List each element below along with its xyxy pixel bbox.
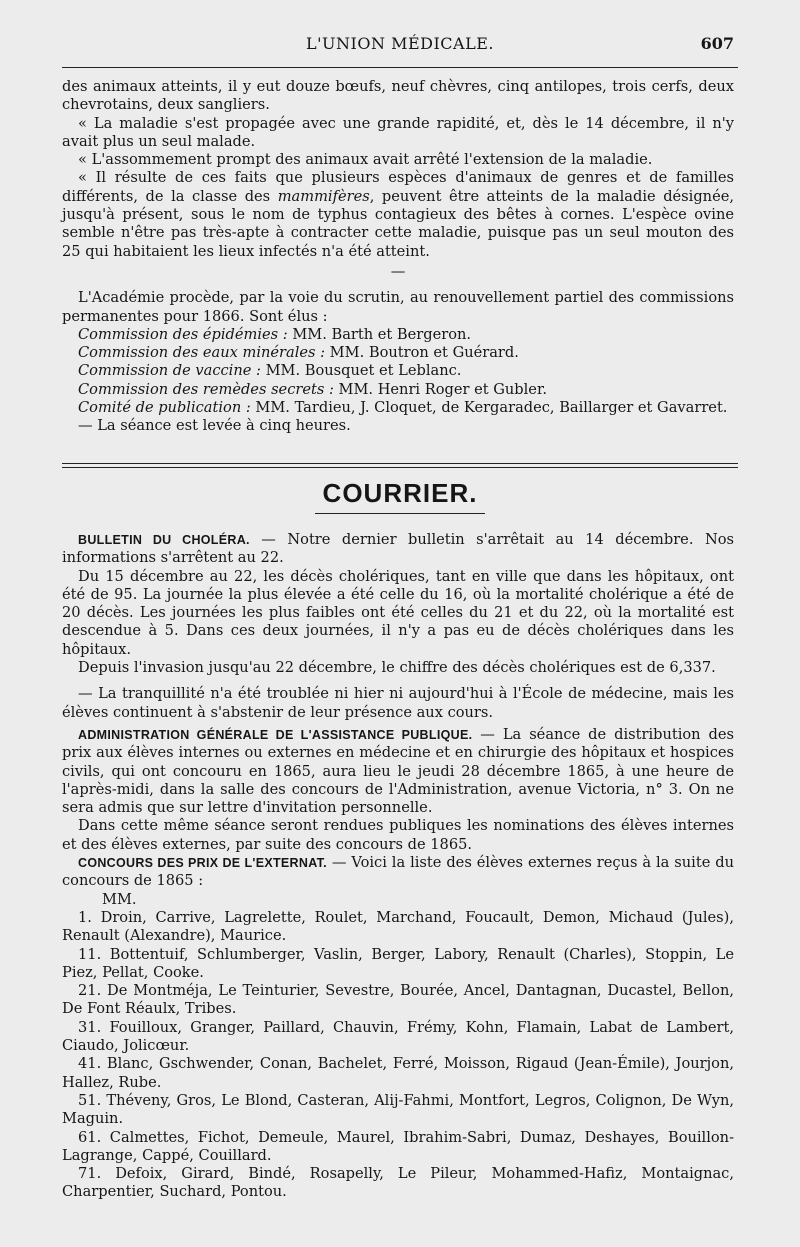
journal-title: L'UNION MÉDICALE. [306,34,494,53]
cholera-bulletin: BULLETIN DU CHOLÉRA. — Notre dernier bulletin s'arrêtait au 14 décembre. Nos informations s'arrêtent au 22. [62,531,734,567]
paragraph: Dans cette même séance seront rendues publiques les nominations des élèves internes et des élèves externes, par suite des concours de 1865. [62,817,734,853]
commission-item: Commission des remèdes secrets : MM. Henri Roger et Gubler. [78,380,547,398]
page-number: 607 [700,34,734,53]
paragraph: Du 15 décembre au 22, les décès cholériques, tant en ville que dans les hôpitaux, ont été de 95. La journée la plus élevée a été celle du 16, où la mortalité cholérique a été de 20 décès. Les journées les plus faibles ont été celles du 21 et du 22, où la mortalité est descendue à 5. Dans ces deux journées, il n'y a pas eu de décès cholériques dans les hôpitaux. [62,567,734,658]
student-group: 21. De Montméja, Le Teinturier, Sevestre, Bourée, Ancel, Dantagnan, Ducastel, Bellon, De Font Réaulx, Tribes. [62,982,734,1018]
commission-item: Commission des eaux minérales : MM. Boutron et Guérard. [78,344,519,362]
student-list [62,909,734,1202]
section-double-rule [62,463,738,468]
courrier-heading: COURRIER. [322,478,478,508]
paragraph: « L'assommement prompt des animaux avait arrêté l'extension de la maladie. [78,151,653,169]
paragraph: « La maladie s'est propagée avec une grande rapidité, et, dès le 14 décembre, il n'y avait plus un seul malade. [62,114,734,150]
student-group: 51. Théveny, Gros, Le Blond, Casteran, Alij-Fahmi, Montfort, Legros, Colignon, De Wyn, Maguin. [62,1091,734,1128]
student-group: 61. Calmettes, Fichot, Demeule, Maurel, Ibrahim-Sabri, Dumaz, Deshayes, Bouillon-Lagrange, Cappé, Couillard. [62,1128,734,1164]
courrier-section [62,531,734,1202]
header-rule [62,67,738,68]
academy-report [62,78,734,436]
paragraph: Depuis l'invasion jusqu'au 22 décembre, le chiffre des décès cholériques est de 6,337. [78,659,716,677]
session-closing: — La séance est levée à cinq heures. [78,417,351,435]
mm-label: MM. [102,890,137,908]
commission-list [62,326,734,417]
paragraph: « Il résulte de ces faits que plusieurs espèces d'animaux de genres et de familles différents, de la classe des mammifères, peuvent être atteints de la maladie désignée, jusqu'à présent, sous le nom de typhus contagieux des bêtes à cornes. L'espèce ovine semble n'être pas très-apte à contracter cette maladie, puisque pas un seul mouton des 25 qui habitaient les lieux infectés n'a été atteint. [62,169,734,260]
student-group: 41. Blanc, Gschwender, Conan, Bachelet, Ferré, Moisson, Rigaud (Jean-Émile), Jourjon, Hallez, Rube. [62,1055,734,1091]
paragraph: — La tranquillité n'a été troublée ni hier ni aujourd'hui à l'École de médecine, mais les élèves continuent à s'abstenir de leur présence aux cours. [62,685,734,721]
courrier-rule [315,513,485,514]
running-header [66,34,734,60]
paragraph: des animaux atteints, il y eut douze bœufs, neuf chèvres, cinq antilopes, trois cerfs, deux chevrotains, deux sangliers. [62,78,734,114]
commission-item: Commission des épidémies : MM. Barth et Bergeron. [78,325,472,343]
student-group: 11. Bottentuif, Schlumberger, Vaslin, Berger, Labory, Renault (Charles), Stoppin, Le Piez, Pellat, Cooke. [62,945,734,981]
paragraph: L'Académie procède, par la voie du scrutin, au renouvellement partiel des commissions permanentes pour 1866. Sont élus : [62,289,734,325]
externat-notice: CONCOURS DES PRIX DE L'EXTERNAT. — Voici la liste des élèves externes reçus à la suite du concours de 1865 : [62,854,734,890]
student-group: 1. Droin, Carrive, Lagrelette, Roulet, Marchand, Foucault, Demon, Michaud (Jules), Renault (Alexandre), Maurice. [62,908,734,945]
commission-item: Comité de publication : MM. Tardieu, J. Cloquet, de Kergaradec, Baillarger et Gavarret. [78,399,728,417]
section-separator: — [390,262,406,280]
student-group: 31. Fouilloux, Granger, Paillard, Chauvin, Frémy, Kohn, Flamain, Labat de Lambert, Ciaudo, Jolicœur. [62,1018,734,1055]
student-group: 71. Defoix, Girard, Bindé, Rosapelly, Le Pileur, Mohammed-Hafiz, Montaignac, Charpentier, Suchard, Pontou. [62,1165,734,1201]
commission-item: Commission de vaccine : MM. Bousquet et Leblanc. [78,362,462,380]
assistance-publique-notice: ADMINISTRATION GÉNÉRALE DE L'ASSISTANCE PUBLIQUE. — La séance de distribution des prix aux élèves internes ou externes en médecine et en chirurgie des hôpitaux et hospices civils, qui ont concouru en 1865, aura lieu le jeudi 28 décembre 1865, à une heure de l'après-midi, dans la salle des concours de l'Administration, avenue Victoria, n° 3. On ne sera admis que sur lettre d'invitation personnelle. [62,725,734,817]
